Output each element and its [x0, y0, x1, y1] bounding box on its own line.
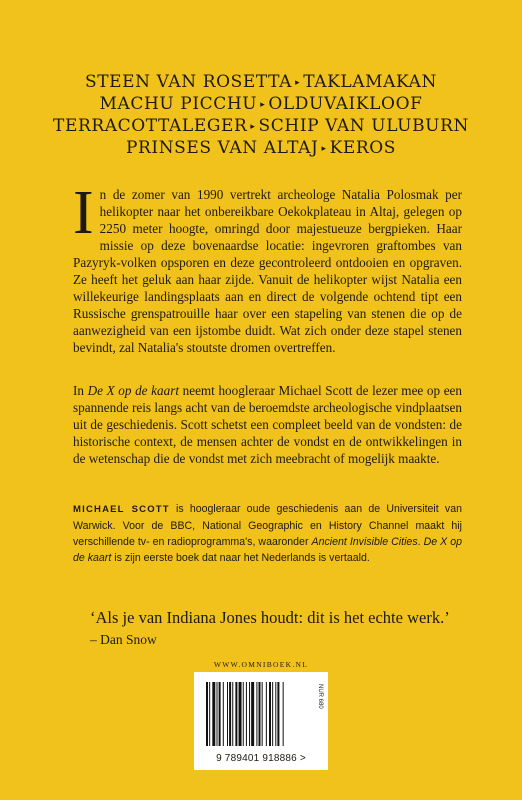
place-name: PRINSES VAN ALTAJ: [125, 138, 319, 158]
bio-text: is hoogleraar oude geschiedenis aan de Universiteit van Warwick. Voor de BBC, National Geographic en History Channel maakt hij verschillende tv- en radioprogramma's, waaronder: [73, 503, 462, 548]
place-name: TAKLAMAKAN: [303, 72, 438, 92]
separator-icon: ▸: [295, 78, 301, 88]
place-name: SCHIP VAN ULUBURN: [258, 116, 469, 136]
bio-text: is zijn eerste boek dat naar het Nederlands is vertaald.: [111, 552, 370, 564]
places-list: [0, 72, 522, 160]
summary-text: neemt hoogleraar Michael Scott de lezer mee op een spannende reis langs acht van de beroemdste archeologische vindplaatsen uit de geschiedenis. Scott schetst een compleet beeld van de vondsten: de historische context, de mensen achter de vondst en de ontwikkelingen in de wetenschap die de vondst met zich meebracht of mogelijk maakte.: [73, 383, 462, 466]
places-line: [0, 116, 522, 138]
place-name: OLDUVAIKLOOF: [268, 94, 423, 114]
book-title: De X op de kaart: [73, 536, 463, 564]
barcode-bars: [206, 682, 308, 746]
place-name: TERRACOTTALEGER: [53, 116, 248, 136]
summary-paragraph: [73, 382, 462, 467]
separator-icon: ▸: [321, 144, 327, 154]
author-bio: [73, 501, 462, 566]
intro-paragraph: [73, 179, 462, 356]
nur-code: NUR 680: [317, 684, 323, 709]
review-quote: [90, 608, 450, 650]
places-line: [0, 94, 522, 116]
place-name: STEEN VAN ROSETTA: [84, 72, 293, 92]
places-line: [0, 138, 522, 160]
show-title: Ancient Invisible Cities: [311, 536, 418, 548]
book-title: De X op de kaart: [87, 383, 179, 398]
intro-text: n de zomer van 1990 vertrekt archeologe Natalia Polosmak per helikopter naar het onbereikbare Oekokplateau in Altaj, gelegen op 2250 meter hoogte, omringd door majestueuze bergpieken. Haar missie op deze bovenaardse locatie: ingevroren graftombes van Pazyryk-volken opsporen en deze gecontroleerd ontdooien en opgraven. Ze heeft het geluk aan haar zijde. Vanuit de helikopter wijst Natalia een willekeurige landingsplaats aan en direct de volgende ochtend tipt een Russische grenspatrouille haar over een stapeling van stenen die op de aanwezigheid van een ijstombe duidt. Wat zich onder deze stapel stenen bevindt, zal Natalia's stoutste dromen overtreffen.: [73, 187, 462, 355]
places-line: [0, 72, 522, 94]
dropcap: I: [73, 179, 94, 247]
separator-icon: ▸: [260, 100, 266, 110]
bio-text: .: [417, 536, 424, 548]
place-name: MACHU PICCHU: [99, 94, 258, 114]
quote-text: ‘Als je van Indiana Jones houdt: dit is het echte werk.’: [90, 608, 450, 627]
isbn-number: 9 789401 918886 >: [216, 753, 306, 764]
quote-attribution: – Dan Snow: [90, 632, 157, 647]
summary-text-start: In: [73, 383, 88, 398]
author-name: MICHAEL SCOTT: [73, 504, 170, 515]
publisher-url: WWW.OMNIBOEK.NL: [213, 660, 309, 669]
separator-icon: ▸: [250, 122, 256, 132]
place-name: KEROS: [329, 138, 397, 158]
barcode: [194, 672, 328, 770]
